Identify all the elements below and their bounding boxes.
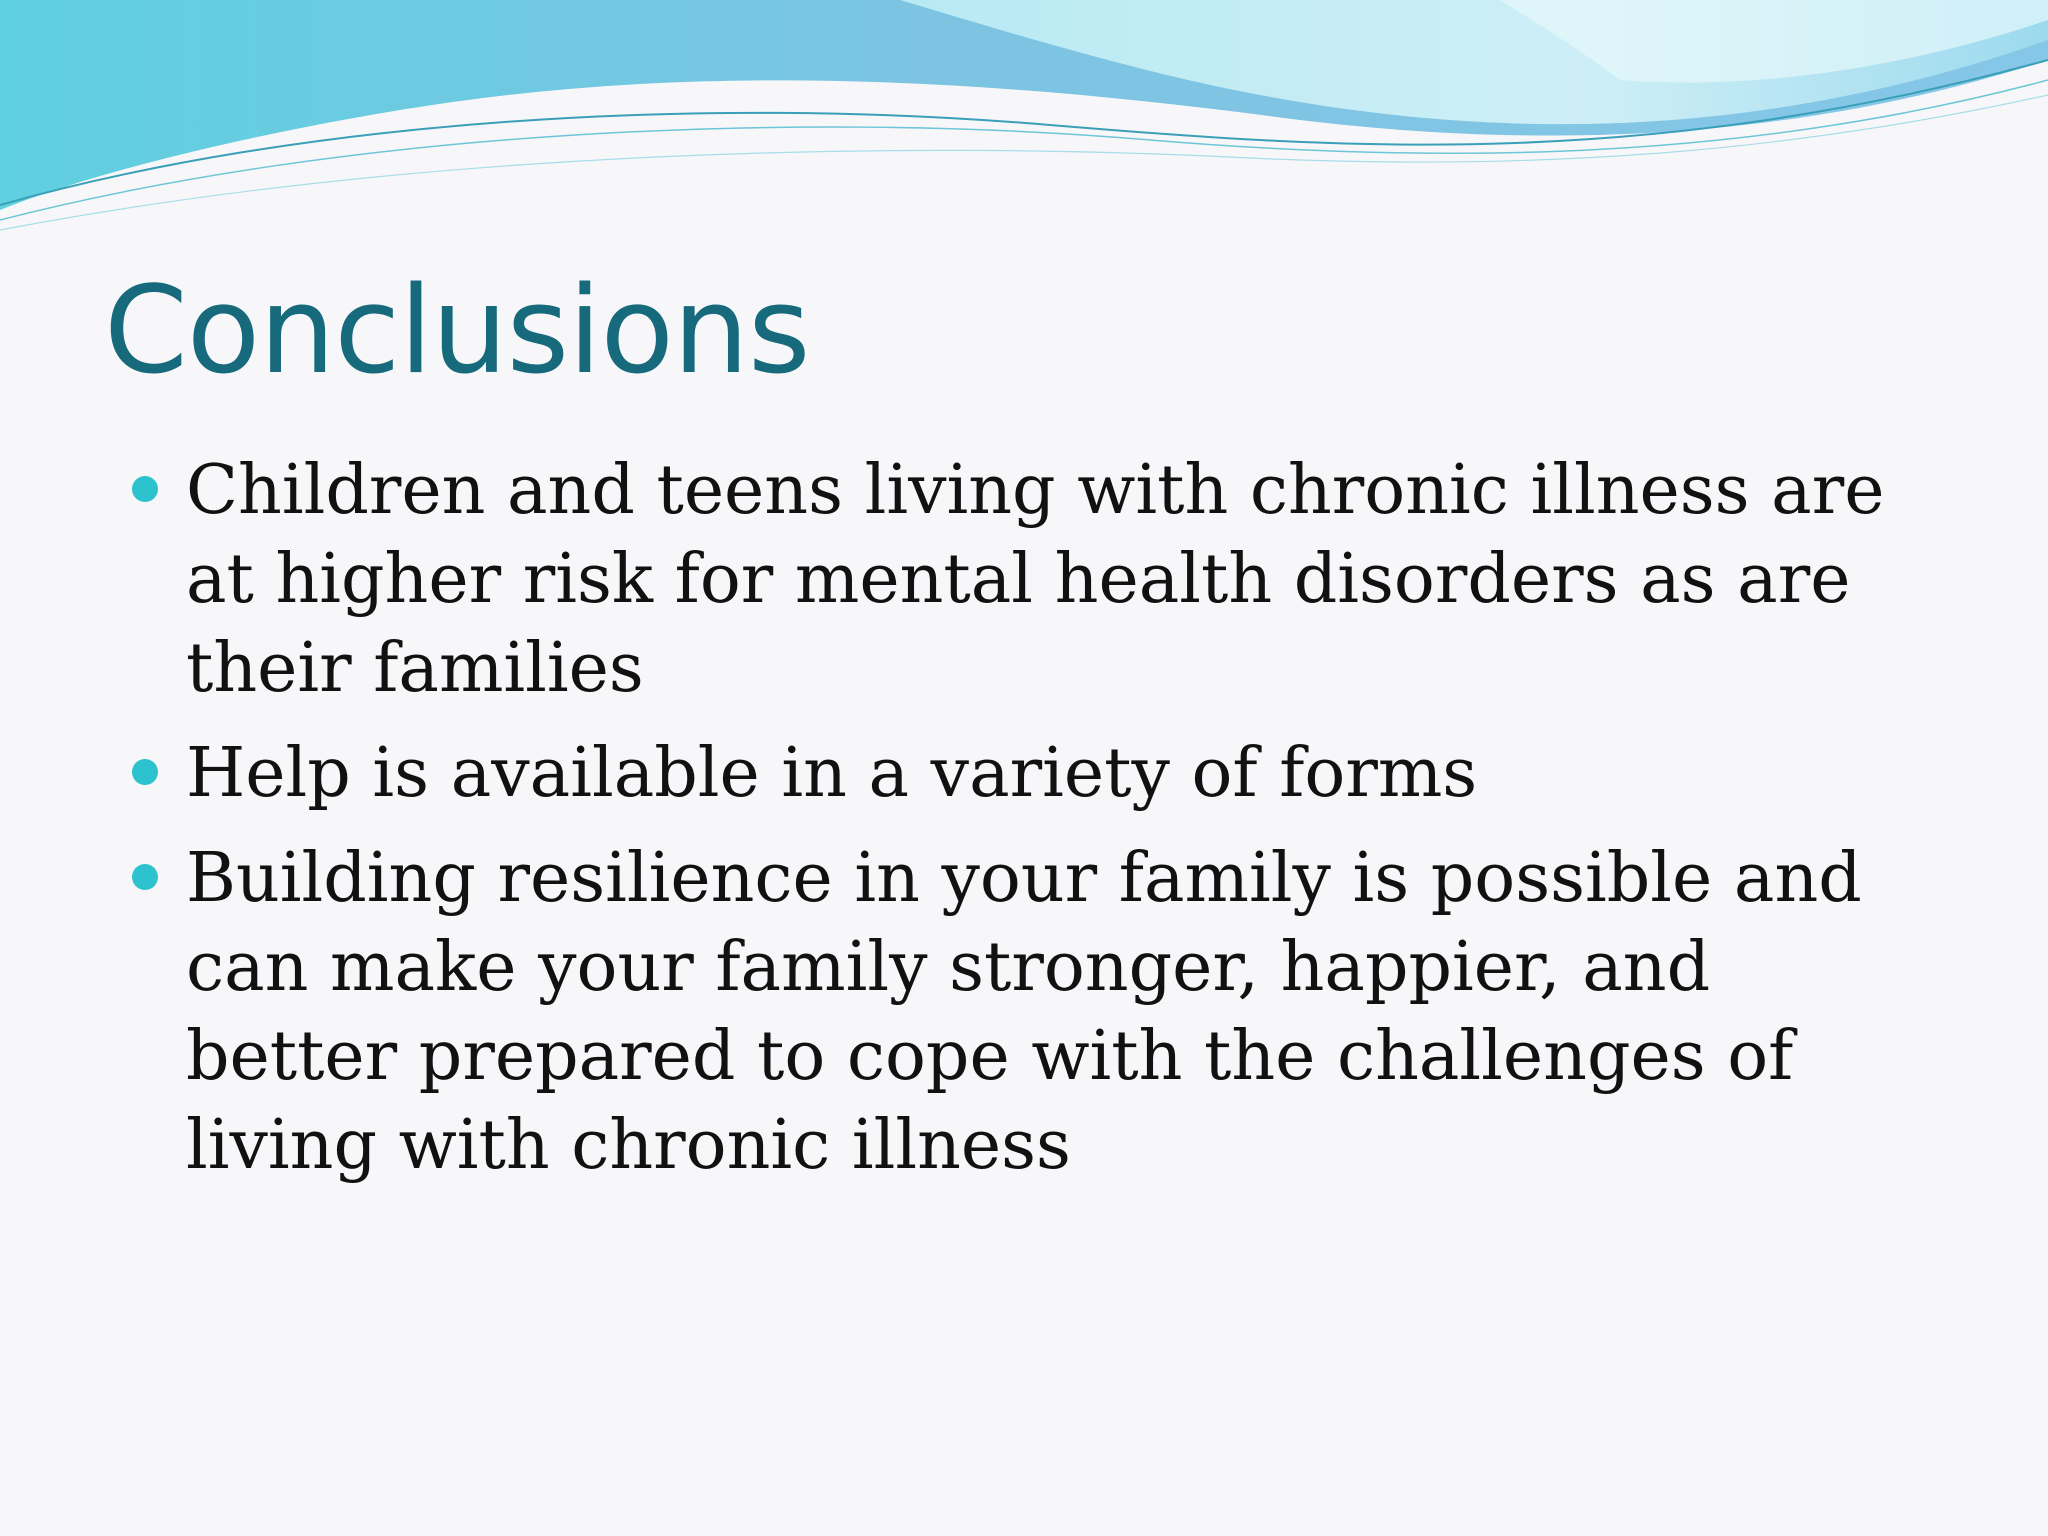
decorative-wave-header: [0, 0, 2048, 240]
bullet-text: Help is available in a variety of forms: [186, 734, 1478, 813]
bullet-item: [126, 729, 1926, 818]
bullet-dot-icon: [132, 476, 158, 502]
bullet-item: [126, 834, 1926, 1190]
bullet-dot-icon: [132, 759, 158, 785]
bullet-list: [126, 446, 1926, 1206]
bullet-text: Building resilience in your family is possible and can make your family stronger, happier, and better prepared to cope with the challenges of living with chronic illness: [186, 839, 1862, 1185]
bullet-item: [126, 446, 1926, 713]
bullet-text: Children and teens living with chronic illness are at higher risk for mental health disorders as are their families: [186, 451, 1885, 708]
bullet-dot-icon: [132, 864, 158, 890]
slide-title: Conclusions: [104, 262, 810, 401]
